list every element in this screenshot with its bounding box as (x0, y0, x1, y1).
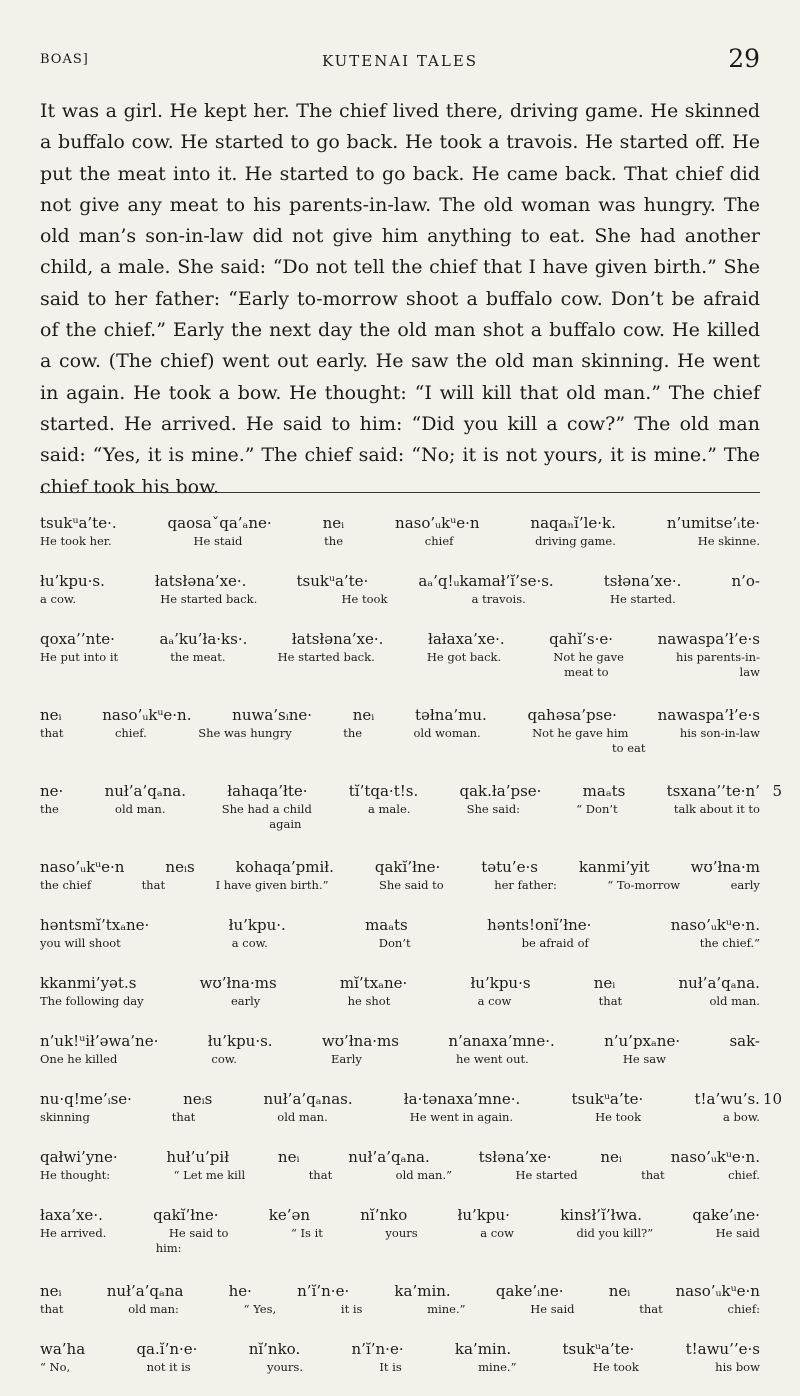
gloss-word: He said (715, 1226, 760, 1240)
gloss-word: it is (340, 1302, 363, 1316)
kutenai-word: qake’ᵢne· (495, 1282, 564, 1300)
kutenai-word: nu·q!me’ᵢse· (40, 1090, 132, 1108)
kutenai-word: huł’u’pił (166, 1148, 230, 1166)
kutenai-word: ka’min. (454, 1340, 512, 1358)
gloss-word: her father: (494, 878, 557, 892)
gloss-row (40, 994, 760, 1009)
gloss-row (40, 1226, 760, 1241)
kutenai-word: hənts!onĭ’łne· (487, 916, 592, 934)
kutenai-word: qak.ła’pse· (459, 782, 542, 800)
kutenai-word: neᵢ (352, 706, 375, 724)
kutenai-word: łałaxa’xe·. (427, 630, 505, 648)
gloss-word: He got back. (426, 650, 502, 664)
gloss-word: that (598, 994, 623, 1008)
kutenai-word: t!awu’’e·s (685, 1340, 760, 1358)
kutenai-word: aₐ’ku’ła·ks·. (159, 630, 248, 648)
gloss-continuation-row (40, 1241, 760, 1256)
english-translation: It was a girl. He kept her. The chief lived there, driving game. He skinned a buffalo cow. He started to go back. He took a travois. He started off. He put the meat into it. He started to go back. He came back. That chief did not give any meat to his parents-in-law. The old woman was hungry. The old man’s son-in-law did not give him anything to eat. She had another child, a male. She said: “Do not tell the chief that I have given birth.” She said to her father: “Early to-morrow shoot a buffalo cow. Don’t be afraid of the chief.” Early the next day the old man shot a buffalo cow. He killed a cow. (The chief) went out early. He saw the old man skinning. He went in again. He took a bow. He thought: “I will kill that old man.” The chief started. He arrived. He said to him: “Did you kill a cow?” The old man said: “Yes, it is mine.” The chief said: “No; it is not yours, it is mine.” The chief took his bow. (40, 100, 760, 498)
kutenai-word: naso’ᵤkᵘe·n. (670, 916, 760, 934)
gloss-word: old man.” (395, 1168, 452, 1182)
gloss-continuation-row (40, 741, 760, 756)
kutenai-word: qa.ĭ’n·e· (136, 1340, 198, 1358)
kutenai-word: ne· (40, 782, 64, 800)
gloss-word: He took (592, 1360, 639, 1374)
gloss-row (40, 534, 760, 549)
kutenai-word: n’u’pxₐne· (604, 1032, 681, 1050)
interlinear-block (40, 628, 760, 704)
gloss-row (40, 650, 760, 665)
kutenai-word: wʊ’łna·m (690, 858, 760, 876)
line-number: 10 (762, 1090, 782, 1108)
gloss-word: early (230, 994, 261, 1008)
gloss-word: He took (341, 592, 388, 606)
interlinear-block (40, 1338, 760, 1396)
kutenai-word: ke’ən (268, 1206, 311, 1224)
kutenai-word: neᵢ (600, 1148, 622, 1166)
gloss-word: old man: (128, 1302, 179, 1316)
kutenai-word: naso’ᵤkᵘe·n (40, 858, 125, 876)
kutenai-word: aₐ’q!ᵤkamał’ĭ’se·s. (418, 572, 554, 590)
gloss-continuation-word: him: (155, 1241, 182, 1255)
kutenai-word: tsukᵘa’te· (296, 572, 369, 590)
gloss-word: a travois. (471, 592, 526, 606)
gloss-word: old man. (115, 802, 166, 816)
kutenai-word: tsukᵘa’te· (562, 1340, 635, 1358)
kutenai-row (40, 1280, 760, 1302)
kutenai-word: naso’ᵤkᵘe·n (395, 514, 480, 532)
kutenai-word: łu’kpu·s (470, 974, 531, 992)
kutenai-word: ka’min. (394, 1282, 451, 1300)
gloss-word: He said (530, 1302, 575, 1316)
interlinear-block (40, 972, 760, 1030)
gloss-word: He thought: (40, 1168, 111, 1182)
kutenai-word: tətu’e·s (481, 858, 538, 876)
gloss-word: He started (515, 1168, 578, 1182)
gloss-word: She had a child (221, 802, 312, 816)
kutenai-word: qoxa’’nte· (40, 630, 115, 648)
gloss-continuation-word: law (739, 665, 760, 679)
kutenai-row (40, 1338, 760, 1360)
kutenai-word: łu’kpu·. (228, 916, 286, 934)
gloss-word: He started back. (160, 592, 258, 606)
gloss-row (40, 936, 760, 951)
kutenai-row (40, 1088, 760, 1110)
gloss-row (40, 726, 760, 741)
gloss-word: Early (330, 1052, 362, 1066)
interlinear-block (40, 1088, 782, 1146)
kutenai-word: nuł’a’qₐna. (348, 1148, 430, 1166)
gloss-word: early (730, 878, 760, 892)
interlinear-block (40, 856, 760, 914)
gloss-word: that (641, 1168, 665, 1182)
kutenai-word: neᵢ (593, 974, 616, 992)
kutenai-word: łu’kpu·s. (40, 572, 105, 590)
kutenai-word: qahĭ’s·e· (549, 630, 614, 648)
gloss-word: he shot (347, 994, 391, 1008)
gloss-word: chief. (114, 726, 147, 740)
kutenai-word: tsukᵘa’te·. (40, 514, 117, 532)
gloss-word: He skinne. (697, 534, 760, 548)
gloss-word: old woman. (413, 726, 481, 740)
gloss-word: the chief.” (699, 936, 760, 950)
gloss-word: he went out. (455, 1052, 529, 1066)
kutenai-word: neᵢs (183, 1090, 213, 1108)
interlinear-block (40, 1204, 760, 1280)
kutenai-row (40, 1030, 760, 1052)
gloss-word: skinning (40, 1110, 90, 1124)
gloss-word: Not he gave him (532, 726, 629, 740)
gloss-word: He put into it (40, 650, 119, 664)
gloss-word: a cow. (231, 936, 268, 950)
kutenai-word: neᵢ (322, 514, 345, 532)
page-header (40, 22, 760, 73)
gloss-word: mine.” (478, 1360, 517, 1374)
gloss-word: a cow (480, 1226, 514, 1240)
gloss-word: the meat. (170, 650, 226, 664)
kutenai-word: łahaqa’łte· (227, 782, 308, 800)
gloss-word: She said to (378, 878, 444, 892)
kutenai-word: nuł’a’qₐna. (678, 974, 760, 992)
gloss-word: a bow. (723, 1110, 760, 1124)
kutenai-word: qakĭ’łne· (153, 1206, 219, 1224)
gloss-word: He took her. (40, 534, 112, 548)
kutenai-word: nĭ’nko (360, 1206, 408, 1224)
gloss-word: that (40, 726, 64, 740)
kutenai-word: wa’ha (40, 1340, 86, 1358)
kutenai-word: həntsmĭ’txₐne· (40, 916, 150, 934)
kutenai-row (40, 780, 760, 802)
gloss-row (40, 592, 760, 607)
gloss-word: He started back. (277, 650, 375, 664)
gloss-word: “ Let me kill (173, 1168, 246, 1182)
kutenai-row (40, 1146, 760, 1168)
gloss-continuation-row (40, 817, 760, 832)
kutenai-word: tsłəna’xe·. (603, 572, 682, 590)
kutenai-word: tsxana’’te·n’ (666, 782, 760, 800)
gloss-word: you will shoot (40, 936, 121, 950)
gloss-word: his bow (715, 1360, 760, 1374)
gloss-word: The following day (40, 994, 144, 1008)
kutenai-word: nuł’a’qₐna (106, 1282, 184, 1300)
gloss-row (40, 1110, 760, 1125)
kutenai-word: łatsłəna’xe·. (291, 630, 384, 648)
gloss-word: that (639, 1302, 663, 1316)
gloss-row (40, 1360, 760, 1375)
kutenai-word: wʊ’łna·ms (321, 1032, 399, 1050)
section-divider (40, 492, 760, 493)
gloss-row (40, 878, 760, 893)
kutenai-word: kanmi’yit (578, 858, 650, 876)
kutenai-word: tsłəna’xe· (478, 1148, 552, 1166)
gloss-word: that (171, 1110, 196, 1124)
gloss-word: the (40, 802, 59, 816)
kutenai-word: n’o- (731, 572, 760, 590)
kutenai-word: tsukᵘa’te· (571, 1090, 644, 1108)
gloss-word: yours (385, 1226, 418, 1240)
gloss-word: not it is (146, 1360, 191, 1374)
kutenai-word: naso’ᵤkᵘe·n. (670, 1148, 760, 1166)
gloss-word: a cow (477, 994, 512, 1008)
gloss-word: He started. (609, 592, 676, 606)
kutenai-word: łu’kpu· (457, 1206, 510, 1224)
gloss-word: talk about it to (673, 802, 760, 816)
gloss-word: cow. (211, 1052, 237, 1066)
interlinear-block (40, 1280, 760, 1338)
kutenai-word: tĭ’tqa·t!s. (348, 782, 419, 800)
kutenai-word: neᵢ (608, 1282, 631, 1300)
gloss-word: that (141, 878, 166, 892)
kutenai-word: nawaspa’ł’e·s (657, 630, 760, 648)
gloss-word: He saw (622, 1052, 666, 1066)
kutenai-row (40, 914, 760, 936)
kutenai-word: nĭ’nko. (248, 1340, 301, 1358)
gloss-word: old man. (277, 1110, 328, 1124)
kutenai-word: maₐts (582, 782, 626, 800)
kutenai-word: neᵢ (40, 1282, 62, 1300)
kutenai-word: wʊ’łna·ms (199, 974, 277, 992)
kutenai-row (40, 512, 760, 534)
gloss-row (40, 1168, 760, 1183)
gloss-continuation-word: again (269, 817, 302, 831)
gloss-word: “ Don’t (576, 802, 618, 816)
kutenai-word: ła·tənaxa’mne·. (403, 1090, 521, 1108)
kutenai-word: neᵢ (277, 1148, 300, 1166)
gloss-row (40, 1302, 760, 1317)
gloss-word: chief. (728, 1168, 760, 1182)
interlinear-block (40, 704, 760, 780)
kutenai-row (40, 570, 760, 592)
gloss-word: his son-in-law (679, 726, 760, 740)
interlinear-text (40, 512, 782, 1396)
interlinear-block (40, 1030, 760, 1088)
gloss-word: Not he gave (553, 650, 624, 664)
kutenai-word: mĭ’txₐne· (339, 974, 408, 992)
interlinear-block (40, 780, 782, 856)
kutenai-word: naso’ᵤkᵘe·n. (102, 706, 192, 724)
header-author: BOAS] (40, 52, 89, 67)
kutenai-word: naso’ᵤkᵘe·n (675, 1282, 760, 1300)
gloss-word: yours. (267, 1360, 303, 1374)
kutenai-word: n’ĭ’n·e· (297, 1282, 350, 1300)
gloss-word: mine.” (427, 1302, 466, 1316)
kutenai-word: qałwi’yne· (40, 1148, 118, 1166)
kutenai-word: kkanmi’yət.s (40, 974, 137, 992)
gloss-word: “ Yes, (243, 1302, 277, 1316)
kutenai-word: nawaspa’ł’e·s (657, 706, 760, 724)
kutenai-row (40, 856, 760, 878)
gloss-word: “ To-morrow (607, 878, 681, 892)
gloss-word: It is (379, 1360, 402, 1374)
header-title: KUTENAI TALES (321, 52, 479, 70)
gloss-word: chief (424, 534, 454, 548)
gloss-row (40, 1052, 760, 1067)
gloss-word: did you kill?” (576, 1226, 654, 1240)
gloss-word: Don’t (378, 936, 411, 950)
gloss-continuation-word: meat to (564, 665, 609, 679)
kutenai-word: qahəsa’pse· (527, 706, 617, 724)
kutenai-word: n’ĭ’n·e· (351, 1340, 404, 1358)
gloss-word: be afraid of (521, 936, 589, 950)
gloss-word: He took (595, 1110, 642, 1124)
kutenai-word: sak- (729, 1032, 760, 1050)
kutenai-row (40, 628, 760, 650)
gloss-continuation-row (40, 665, 760, 680)
gloss-continuation-word: to eat (612, 741, 646, 755)
kutenai-word: nuł’a’qₐnas. (263, 1090, 353, 1108)
gloss-word: She was hungry (198, 726, 292, 740)
gloss-word: “ No, (40, 1360, 71, 1374)
kutenai-word: n’anaxa’mne·. (448, 1032, 555, 1050)
kutenai-word: łu’kpu·s. (207, 1032, 273, 1050)
kutenai-word: n’uk!ᵘił’əwa’ne· (40, 1032, 159, 1050)
kutenai-word: n’umitse’ᵢte· (666, 514, 760, 532)
gloss-word: He went in again. (409, 1110, 514, 1124)
gloss-word: driving game. (535, 534, 616, 548)
kutenai-word: kohaqa’pmił. (235, 858, 334, 876)
gloss-word: a male. (368, 802, 411, 816)
gloss-word: the (343, 726, 363, 740)
kutenai-word: neᵢs (165, 858, 195, 876)
kutenai-word: qake’ᵢne· (692, 1206, 760, 1224)
gloss-word: “ Is it (290, 1226, 323, 1240)
gloss-word: his parents-in- (676, 650, 760, 664)
kutenai-word: kinsł’ĭ’łwa. (560, 1206, 643, 1224)
kutenai-word: t!a’wu’s. (694, 1090, 760, 1108)
kutenai-word: təłna’mu. (415, 706, 487, 724)
kutenai-word: łatsłəna’xe·. (154, 572, 247, 590)
interlinear-block (40, 570, 760, 628)
line-number: 5 (772, 782, 782, 800)
kutenai-word: maₐts (365, 916, 408, 934)
kutenai-word: qaosaˇqa’ₐne· (167, 514, 272, 532)
kutenai-word: naqaₙĭ’le·k. (530, 514, 616, 532)
kutenai-word: nuwa’sᵢne· (232, 706, 313, 724)
kutenai-row (40, 972, 760, 994)
gloss-word: the (324, 534, 344, 548)
gloss-word: I have given birth.” (215, 878, 329, 892)
gloss-word: He said to (168, 1226, 229, 1240)
interlinear-block (40, 914, 760, 972)
gloss-word: old man. (709, 994, 760, 1008)
gloss-word: She said: (466, 802, 521, 816)
gloss-word: a cow. (40, 592, 77, 606)
page-number: 29 (728, 44, 760, 73)
gloss-word: the chief (40, 878, 92, 892)
kutenai-row (40, 1204, 760, 1226)
gloss-word: that (40, 1302, 64, 1316)
kutenai-word: łaxa’xe·. (40, 1206, 103, 1224)
kutenai-word: neᵢ (40, 706, 62, 724)
gloss-word: He staid (193, 534, 243, 548)
gloss-word: that (308, 1168, 333, 1182)
interlinear-block (40, 512, 760, 570)
kutenai-row (40, 704, 760, 726)
gloss-word: He arrived. (40, 1226, 107, 1240)
interlinear-block (40, 1146, 760, 1204)
gloss-row (40, 802, 760, 817)
gloss-word: One he killed (40, 1052, 118, 1066)
kutenai-word: nuł’a’qₐna. (104, 782, 186, 800)
kutenai-word: qakĭ’łne· (374, 858, 441, 876)
kutenai-word: he· (228, 1282, 252, 1300)
gloss-word: chief: (727, 1302, 760, 1316)
